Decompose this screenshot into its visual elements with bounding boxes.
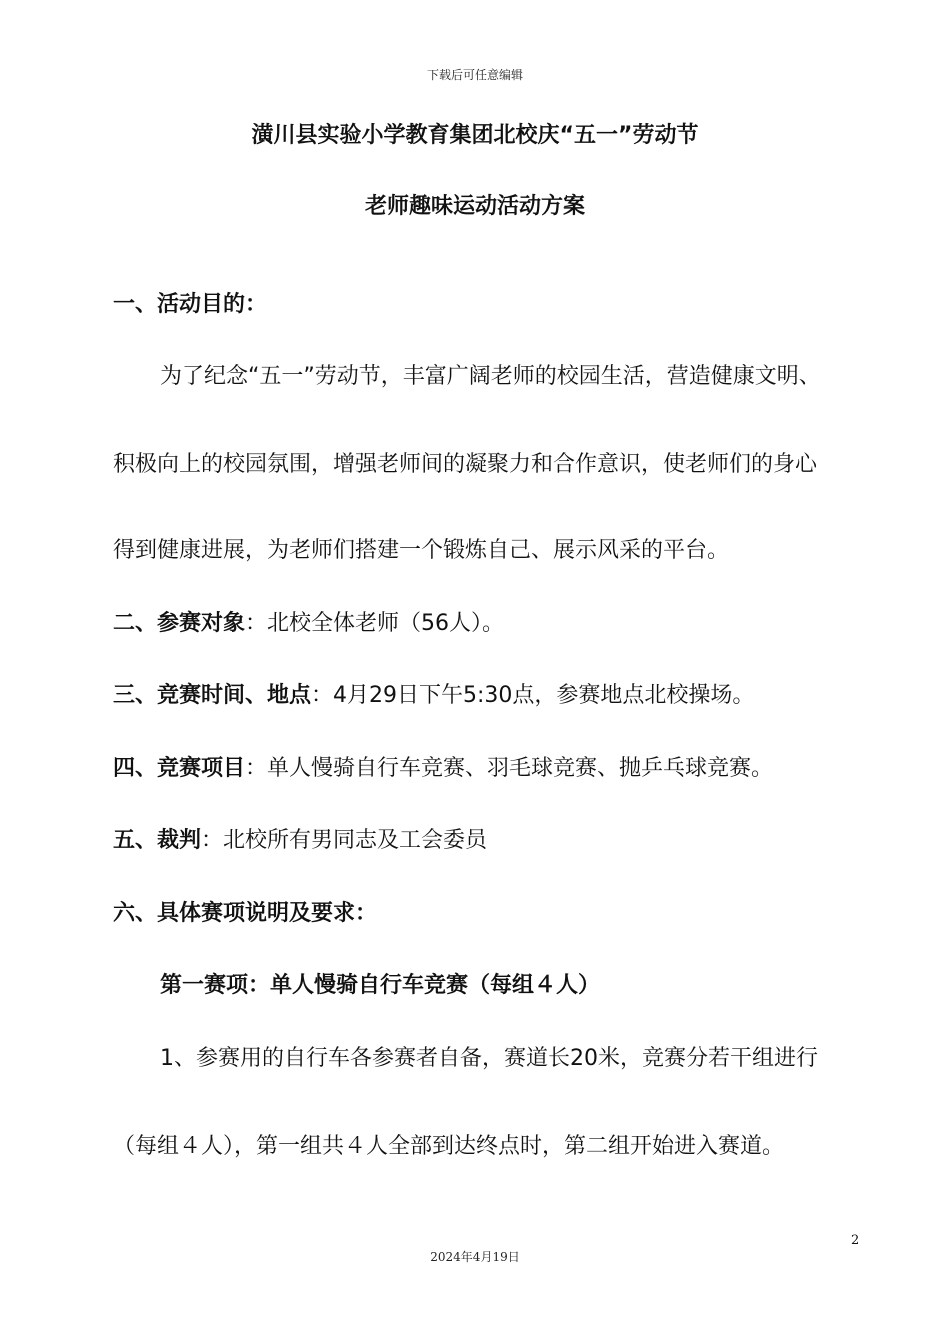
- section3-label: 三、竞赛时间、地点: [113, 683, 312, 708]
- page-number: 2: [851, 1233, 860, 1248]
- section2-label: 二、参赛对象: [113, 611, 246, 636]
- section4-text: ：单人慢骑自行车竞赛、羽毛球竞赛、抛乒乓球竞赛。: [245, 756, 774, 781]
- section6-item1-line2: （每组４人），第一组共４人全部到达终点时，第二组开始进入赛道。: [113, 1134, 785, 1159]
- section4-label: 四、竞赛项目: [113, 756, 246, 781]
- section1-paragraph-line2: 积极向上的校园氛围，增强老师间的凝聚力和合作意识，使老师们的身心: [113, 452, 818, 477]
- section5-label: 五、裁判: [113, 828, 202, 853]
- section1-paragraph-line3: 得到健康进展，为老师们搭建一个锻炼自己、展示风采的平台。: [113, 538, 730, 563]
- document-title-line1: 潢川县实验小学教育集团北校庆“五一”劳动节: [251, 123, 699, 148]
- section3: [113, 678, 754, 709]
- document-title-line2: 老师趣味运动活动方案: [364, 194, 585, 219]
- section4: [113, 751, 773, 782]
- section6-heading: 六、具体赛项说明及要求：: [113, 901, 378, 926]
- page-header: 下载后可任意编辑: [426, 68, 523, 82]
- section6-item1-line1: 1、参赛用的自行车各参赛者自备，赛道长20米，竞赛分若干组进行: [160, 1046, 818, 1071]
- section2: [113, 606, 504, 637]
- section1-heading: 一、活动目的：: [113, 292, 268, 317]
- section1-paragraph-line1: 为了纪念“五一”劳动节，丰富广阔老师的校园生活，营造健康文明、: [160, 364, 821, 389]
- section6-item1-heading: 第一赛项：单人慢骑自行车竞赛（每组４人）: [160, 973, 601, 998]
- section2-text: ：北校全体老师（56人）。: [245, 611, 505, 636]
- page-footer-date: 2024年4月19日: [430, 1250, 520, 1264]
- section5-text: ：北校所有男同志及工会委员: [201, 828, 488, 853]
- section5: [113, 823, 487, 854]
- section3-text: ：4月29日下午5:30点，参赛地点北校操场。: [311, 683, 755, 708]
